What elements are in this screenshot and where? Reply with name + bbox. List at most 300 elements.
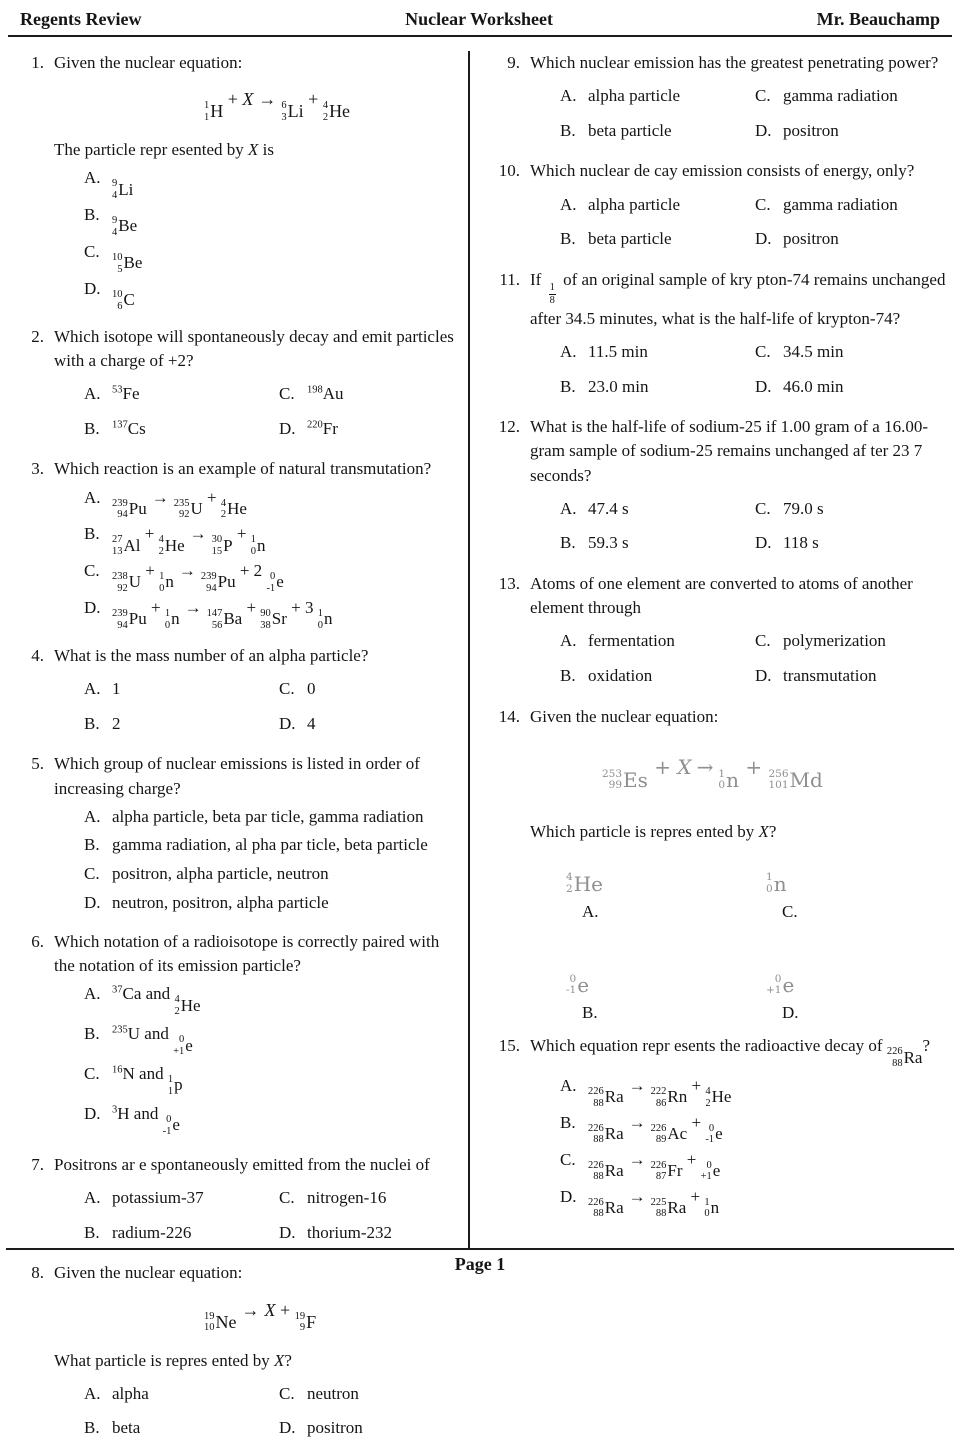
option-content bbox=[112, 862, 329, 887]
option-label: B. bbox=[84, 418, 100, 438]
nuclide-scripts: 9 4 bbox=[112, 215, 118, 238]
question-number: 11. bbox=[499, 269, 520, 289]
question-number: 5. bbox=[31, 754, 44, 774]
nuclide: 0 -1 e bbox=[266, 571, 284, 594]
nuclide: 4 2 He bbox=[566, 871, 603, 896]
answer-option bbox=[560, 119, 755, 144]
option-label: A. bbox=[84, 487, 101, 507]
option-content bbox=[112, 1382, 149, 1407]
option-label: B. bbox=[84, 1418, 100, 1438]
left-column bbox=[8, 51, 468, 1438]
option-label: B. bbox=[84, 1222, 100, 1242]
text-run: alpha particle bbox=[588, 194, 681, 214]
nuclide: 4 2 He bbox=[174, 994, 201, 1018]
nuclide-scripts: 0 -1 bbox=[566, 972, 577, 997]
nuclide: 1 0 n bbox=[766, 871, 787, 896]
option-content bbox=[307, 677, 316, 702]
option-content bbox=[112, 203, 137, 239]
option-content bbox=[783, 497, 824, 522]
text-run: fermentation bbox=[588, 631, 675, 651]
variable-x: X bbox=[677, 754, 692, 779]
question-body bbox=[54, 1261, 462, 1446]
option-label: B. bbox=[84, 1024, 100, 1044]
question-stem bbox=[530, 415, 952, 487]
text-run: + bbox=[739, 754, 769, 779]
text-run: gamma radiation, al pha par ticle, beta particle bbox=[112, 835, 428, 855]
question-body bbox=[54, 1153, 462, 1250]
option-label: B. bbox=[560, 229, 576, 249]
option-formula bbox=[766, 960, 952, 998]
text-run: positron bbox=[783, 229, 839, 249]
question-stem bbox=[54, 930, 462, 978]
text-run: Which equation repr esents the radioactive decay of bbox=[530, 1036, 887, 1056]
option-content bbox=[307, 1416, 363, 1441]
answer-options bbox=[84, 1181, 462, 1250]
question-stem bbox=[54, 1153, 462, 1177]
nuclide: 225 88 Ra bbox=[650, 1196, 687, 1220]
question-stem bbox=[530, 159, 952, 183]
question-number: 1. bbox=[31, 53, 44, 72]
text-run: and bbox=[140, 1024, 174, 1044]
answer-option bbox=[560, 340, 755, 365]
text-run: + bbox=[682, 1149, 701, 1169]
question bbox=[8, 325, 462, 447]
answer-option bbox=[560, 1148, 952, 1184]
answer-option bbox=[279, 677, 462, 702]
text-run: 23.0 min bbox=[588, 376, 649, 396]
nuclide: 30 15 P bbox=[211, 534, 233, 557]
nuclide: 0 -1 e bbox=[705, 1122, 723, 1146]
text-run: beta particle bbox=[588, 229, 672, 249]
text-run: Which nuclear de cay emission consists of energy, only? bbox=[530, 161, 915, 181]
option-label: B. bbox=[582, 1003, 598, 1023]
option-label: D. bbox=[755, 533, 772, 553]
worksheet-header bbox=[0, 0, 960, 35]
nuclide: 226 88 Ra bbox=[588, 1086, 624, 1109]
nuclide-scripts: 1 0 bbox=[718, 767, 726, 792]
nuclide: 4 2 He bbox=[220, 497, 247, 521]
nuclide-scripts: 0 +1 bbox=[766, 972, 782, 997]
option-content bbox=[588, 84, 680, 109]
nuclide-scripts: 1 1 bbox=[204, 100, 210, 123]
option-label: C. bbox=[279, 1383, 295, 1403]
question-body bbox=[530, 268, 952, 405]
text-run: + bbox=[140, 524, 159, 544]
nuclide: 147 56 Ba bbox=[206, 608, 243, 631]
nuclide: 90 38 Sr bbox=[260, 608, 287, 631]
option-content bbox=[112, 1416, 140, 1441]
option-content bbox=[112, 596, 333, 632]
option-label: B. bbox=[560, 120, 576, 140]
option-label: D. bbox=[279, 1418, 296, 1438]
answer-option bbox=[755, 531, 952, 556]
nuclide-scripts: 4 2 bbox=[566, 871, 573, 895]
answer-options bbox=[566, 858, 952, 1023]
text-run: What is the half-life of sodium-25 if 1.00 gram of a 16.00-gram sample of sodium-25 remains unchanged af ter 23 7 seconds? bbox=[530, 417, 928, 485]
option-content bbox=[783, 664, 876, 689]
nuclide: 226 88 Ra bbox=[588, 1122, 624, 1146]
option-content bbox=[112, 677, 121, 702]
option-content bbox=[112, 1022, 193, 1058]
text-run: + bbox=[647, 754, 678, 779]
option-label: B. bbox=[560, 376, 576, 396]
question-body bbox=[54, 930, 462, 1142]
nuclide: 0 -1 e bbox=[162, 1114, 180, 1137]
option-content bbox=[112, 417, 146, 442]
nuclide-scripts: 10 6 bbox=[112, 288, 123, 312]
nuclide: 226 88 Ra bbox=[588, 1159, 624, 1183]
nuclide-scripts: 222 86 bbox=[650, 1086, 667, 1109]
header-course-title: Regents Review bbox=[20, 9, 142, 29]
text-run: and bbox=[129, 1104, 163, 1124]
text-run: 11.5 min bbox=[588, 342, 648, 362]
nuclide-scripts: 1 0 bbox=[317, 608, 324, 631]
nuclide: 239 94 Pu bbox=[112, 608, 147, 631]
text-run: + bbox=[146, 598, 165, 618]
nuclide: 9 4 Li bbox=[112, 178, 134, 201]
option-content bbox=[588, 497, 629, 522]
question bbox=[484, 268, 952, 405]
option-label: D. bbox=[782, 1003, 799, 1023]
question-body bbox=[530, 51, 952, 148]
answer-option bbox=[279, 417, 462, 442]
answer-option bbox=[766, 960, 952, 1024]
nuclide-scripts: 6 3 bbox=[281, 100, 287, 123]
nuclide: 0 +1 e bbox=[700, 1159, 721, 1183]
option-content bbox=[588, 193, 680, 218]
text-run: + 2 bbox=[235, 561, 267, 581]
answer-option bbox=[84, 805, 462, 830]
nuclide: 1 1 p bbox=[167, 1074, 183, 1097]
option-label: A. bbox=[84, 984, 101, 1004]
nuclide: 226 88 Ra bbox=[886, 1046, 923, 1069]
option-label: B. bbox=[560, 533, 576, 553]
nuclide-scripts: 226 88 bbox=[588, 1196, 604, 1220]
text-run: thorium-232 bbox=[307, 1222, 392, 1242]
option-label: A. bbox=[84, 806, 101, 826]
text-run: ? bbox=[922, 1036, 931, 1056]
option-label: A. bbox=[582, 901, 599, 921]
answer-options bbox=[560, 1074, 952, 1221]
answer-option bbox=[84, 596, 462, 632]
text-run: alpha particle, beta par ticle, gamma radiation bbox=[112, 806, 424, 826]
variable-x: X bbox=[248, 140, 259, 160]
answer-options bbox=[84, 166, 462, 313]
reaction-arrow: → bbox=[151, 487, 169, 507]
option-label: A. bbox=[84, 168, 101, 188]
reaction-arrow: → bbox=[628, 1186, 646, 1206]
right-column bbox=[470, 51, 952, 1248]
text-run: + bbox=[687, 1112, 706, 1132]
question-body bbox=[54, 51, 462, 314]
text-run: beta bbox=[112, 1418, 141, 1438]
question-body bbox=[54, 325, 462, 447]
option-label: D. bbox=[755, 120, 772, 140]
question-stem bbox=[530, 268, 952, 331]
nuclide-scripts: 4 2 bbox=[174, 994, 180, 1018]
text-run: 59.3 s bbox=[588, 533, 629, 553]
text-run: and bbox=[134, 1064, 168, 1084]
nuclide-scripts: 1 0 bbox=[704, 1196, 710, 1220]
question-stem bbox=[530, 51, 952, 75]
text-run: Which reaction is an example of natural transmutation? bbox=[54, 459, 432, 479]
option-content bbox=[112, 240, 142, 276]
option-label: B. bbox=[560, 1112, 576, 1132]
nuclide: 4 2 He bbox=[322, 100, 351, 123]
option-label: C. bbox=[279, 679, 295, 699]
text-run: 46.0 min bbox=[783, 376, 844, 396]
question-stem bbox=[530, 705, 952, 729]
option-label: B. bbox=[560, 665, 576, 685]
nuclide: $^{198}$Au bbox=[307, 384, 344, 404]
nuclide-scripts: 225 88 bbox=[650, 1196, 667, 1220]
option-label: A. bbox=[84, 1383, 101, 1403]
option-content bbox=[783, 227, 839, 252]
nuclide: 1 1 H bbox=[204, 100, 224, 123]
option-content bbox=[112, 1221, 191, 1246]
question-stem-continued bbox=[54, 1349, 462, 1373]
nuclide: $^{53}$Fe bbox=[112, 384, 140, 404]
nuclide-scripts: 9 4 bbox=[112, 178, 118, 201]
page-number: Page 1 bbox=[454, 1254, 506, 1274]
question-number: 3. bbox=[31, 459, 44, 479]
option-label: A. bbox=[84, 679, 101, 699]
reaction-arrow: → bbox=[241, 1299, 260, 1320]
option-content bbox=[112, 833, 428, 858]
option-label: C. bbox=[755, 498, 771, 518]
nuclide-scripts: 235 92 bbox=[173, 497, 190, 521]
nuclide-scripts: 4 2 bbox=[158, 534, 164, 557]
text-run: + 3 bbox=[286, 598, 318, 618]
answer-option bbox=[755, 497, 952, 522]
question bbox=[8, 930, 462, 1142]
answer-option bbox=[84, 486, 462, 522]
answer-options bbox=[560, 492, 952, 561]
option-content bbox=[588, 1111, 723, 1147]
nuclear-equation bbox=[204, 89, 462, 123]
question-stem bbox=[530, 1034, 952, 1070]
text-run: positron bbox=[307, 1418, 363, 1438]
text-run: 4 bbox=[307, 713, 316, 733]
answer-option bbox=[766, 858, 952, 922]
option-content bbox=[588, 664, 652, 689]
nuclide-scripts: 238 92 bbox=[112, 571, 128, 594]
nuclide-scripts: 0 -1 bbox=[705, 1122, 715, 1146]
text-run: beta particle bbox=[588, 120, 672, 140]
text-run: alpha particle bbox=[588, 86, 681, 106]
option-label: D. bbox=[560, 1186, 577, 1206]
option-label: A. bbox=[84, 384, 101, 404]
answer-option bbox=[560, 375, 755, 400]
option-label: B. bbox=[84, 205, 100, 225]
variable-x: X bbox=[758, 822, 769, 842]
text-run: Which group of nuclear emissions is listed in order of increasing charge? bbox=[54, 754, 420, 798]
question bbox=[484, 705, 952, 1024]
nuclide-scripts: 0 -1 bbox=[266, 571, 276, 594]
answer-option bbox=[84, 982, 462, 1018]
text-run: Given the nuclear equation: bbox=[54, 1263, 243, 1283]
question-stem bbox=[54, 457, 462, 481]
text-run: Atoms of one element are converted to atoms of another element through bbox=[530, 574, 913, 618]
nuclide-scripts: 226 88 bbox=[588, 1122, 604, 1146]
page-title: Nuclear Worksheet bbox=[405, 9, 553, 29]
nuclide-scripts: 1 1 bbox=[167, 1074, 174, 1097]
answer-option bbox=[755, 227, 952, 252]
option-label: B. bbox=[84, 835, 100, 855]
nuclide: 253 99 Es bbox=[602, 767, 648, 793]
option-content bbox=[307, 1186, 386, 1211]
reaction-arrow: → bbox=[628, 1076, 646, 1096]
answer-option bbox=[84, 1062, 462, 1098]
option-label: B. bbox=[84, 713, 100, 733]
text-run: Positrons ar e spontaneously emitted from the nuclei of bbox=[54, 1154, 430, 1174]
option-content bbox=[588, 629, 675, 654]
answer-option bbox=[755, 664, 952, 689]
text-run: oxidation bbox=[588, 665, 653, 685]
option-label: A. bbox=[560, 631, 577, 651]
option-content bbox=[783, 193, 898, 218]
question-number: 15. bbox=[498, 1036, 520, 1056]
nuclide-scripts: 147 56 bbox=[206, 608, 223, 631]
option-label: D. bbox=[755, 376, 772, 396]
nuclide: 9 4 Be bbox=[112, 215, 138, 238]
text-run: + bbox=[141, 561, 160, 581]
text-run: nitrogen-16 bbox=[307, 1188, 387, 1208]
nuclide-scripts: 4 2 bbox=[705, 1086, 711, 1109]
answer-option bbox=[560, 84, 755, 109]
nuclide: 0 +1 e bbox=[766, 972, 795, 998]
answer-option bbox=[755, 119, 952, 144]
text-run: Which particle is repres ented by bbox=[530, 822, 759, 842]
text-run: positron, alpha particle, neutron bbox=[112, 863, 329, 883]
text-run: The particle repr esented by bbox=[54, 140, 248, 160]
question bbox=[8, 1153, 462, 1250]
nuclide: 27 13 Al bbox=[112, 534, 141, 557]
answer-option bbox=[279, 1382, 462, 1407]
answer-option bbox=[84, 1221, 279, 1246]
answer-options bbox=[84, 672, 462, 741]
nuclide-scripts: 0 -1 bbox=[162, 1114, 172, 1137]
nuclide-scripts: 27 13 bbox=[112, 534, 123, 557]
question bbox=[8, 644, 462, 741]
answer-options bbox=[560, 188, 952, 257]
text-run: 0 bbox=[307, 679, 316, 699]
option-content bbox=[588, 1148, 720, 1184]
nuclide-scripts: 4 2 bbox=[220, 497, 227, 521]
answer-option bbox=[560, 227, 755, 252]
header-teacher-name: Mr. Beauchamp bbox=[816, 9, 940, 29]
answer-option bbox=[84, 891, 462, 916]
answer-option bbox=[84, 1382, 279, 1407]
nuclide-scripts: 1 0 bbox=[766, 871, 773, 895]
answer-option bbox=[84, 862, 462, 887]
question-stem bbox=[54, 752, 462, 800]
text-run: 34.5 min bbox=[783, 342, 844, 362]
option-label: A. bbox=[560, 194, 577, 214]
text-run: + bbox=[242, 598, 261, 618]
answer-option bbox=[84, 417, 279, 442]
option-label: D. bbox=[84, 892, 101, 912]
nuclide: 239 94 Pu bbox=[112, 497, 147, 521]
option-label: C. bbox=[279, 384, 295, 404]
question-number: 4. bbox=[31, 646, 44, 665]
nuclide: $^{37}$Ca bbox=[112, 984, 142, 1004]
nuclide: 4 2 He bbox=[158, 534, 185, 557]
reaction-arrow: → bbox=[178, 561, 196, 581]
reaction-arrow: → bbox=[184, 598, 202, 618]
option-label: A. bbox=[560, 498, 577, 518]
nuclide-scripts: 256 101 bbox=[768, 767, 789, 792]
option-label: C. bbox=[755, 194, 771, 214]
nuclear-equation bbox=[602, 755, 952, 793]
option-content bbox=[112, 712, 121, 737]
question-number: 2. bbox=[31, 326, 44, 346]
option-label: D. bbox=[84, 598, 101, 618]
option-content bbox=[112, 277, 135, 313]
nuclide: 226 87 Fr bbox=[650, 1159, 683, 1183]
option-content bbox=[588, 1074, 731, 1110]
question-body bbox=[530, 159, 952, 256]
text-run: ? bbox=[284, 1350, 292, 1370]
answer-option bbox=[84, 382, 279, 407]
answer-option bbox=[84, 277, 462, 313]
option-content bbox=[588, 375, 648, 400]
answer-option bbox=[279, 382, 462, 407]
option-label: A. bbox=[84, 1188, 101, 1208]
text-run: + bbox=[686, 1186, 705, 1206]
option-formula bbox=[566, 960, 766, 998]
answer-options bbox=[84, 1377, 462, 1446]
nuclide: 1 0 n bbox=[317, 608, 333, 631]
answer-option bbox=[279, 1416, 462, 1441]
question bbox=[484, 159, 952, 256]
text-run: neutron bbox=[307, 1383, 359, 1403]
nuclide-scripts: 10 5 bbox=[112, 252, 123, 275]
option-label: C. bbox=[84, 1064, 100, 1084]
nuclide-scripts: 226 88 bbox=[588, 1159, 604, 1183]
question-stem-continued bbox=[54, 138, 462, 162]
option-content bbox=[112, 1102, 180, 1138]
nuclide: 226 88 Ra bbox=[588, 1196, 624, 1220]
answer-option bbox=[84, 1186, 279, 1211]
question-number: 10. bbox=[498, 161, 520, 181]
text-run: of an original sample of kry pton-74 remains unchanged after 34.5 minutes, what is the half-life of krypton-74? bbox=[530, 269, 946, 328]
text-run: + bbox=[275, 1299, 295, 1320]
text-run: 1 bbox=[112, 679, 121, 699]
option-content bbox=[112, 805, 424, 830]
answer-options bbox=[560, 79, 952, 148]
text-run: Which nuclear emission has the greatest penetrating power? bbox=[530, 53, 939, 72]
question-body bbox=[54, 644, 462, 741]
question bbox=[484, 415, 952, 561]
answer-option bbox=[755, 84, 952, 109]
answer-options bbox=[84, 805, 462, 916]
nuclide: 222 86 Rn bbox=[650, 1086, 688, 1109]
nuclide-scripts: 0 +1 bbox=[173, 1034, 185, 1057]
answer-option bbox=[84, 833, 462, 858]
nuclide: 10 5 Be bbox=[112, 252, 143, 275]
question-number: 7. bbox=[31, 1154, 44, 1174]
nuclide: 1 0 n bbox=[718, 767, 739, 793]
text-run: radium-226 bbox=[112, 1222, 192, 1242]
question-number: 9. bbox=[507, 53, 520, 72]
answer-option bbox=[84, 522, 462, 558]
answer-option bbox=[279, 1221, 462, 1246]
nuclide-scripts: 4 2 bbox=[322, 100, 329, 123]
nuclide-scripts: 226 88 bbox=[588, 1086, 604, 1109]
text-run: + bbox=[223, 89, 243, 110]
nuclide: 256 101 Md bbox=[768, 767, 823, 793]
